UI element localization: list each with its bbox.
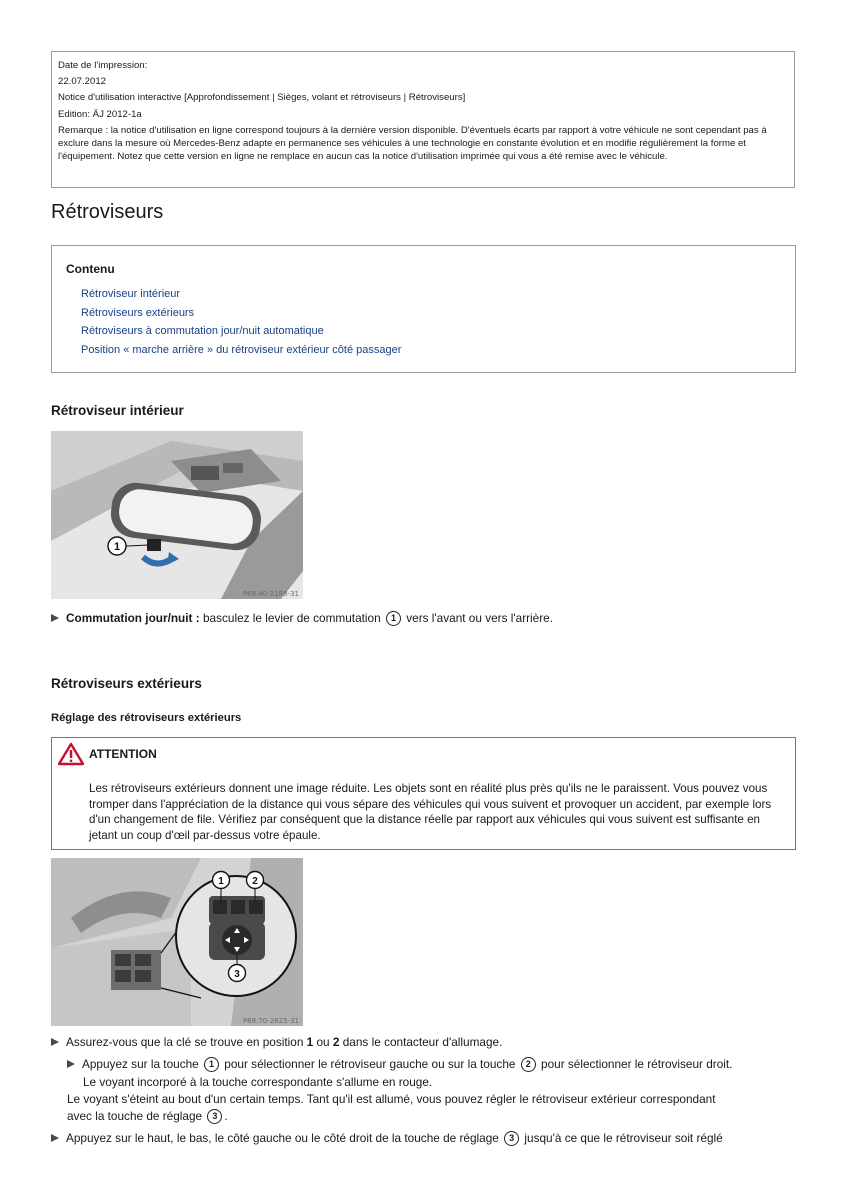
key-position: 1: [306, 1035, 314, 1049]
step-text: .: [224, 1109, 228, 1123]
step-text: Appuyez sur le haut, le bas, le côté gauche ou le côté droit de la touche de réglage: [66, 1131, 503, 1145]
remark: Remarque : la notice d'utilisation en ligne correspond toujours à la dernière version disponible. D'éventuels écarts par rapport à votre véhicule ne sont cependant pas à exclure dans la mesure où Mercedes-Benz adapte en permanence ses véhicules à une technologie en constante évolution et en modifie régulièrement la forme et l'équipement. Notez que cette version en ligne ne remplace en aucun cas la notice d'utilisation imprimée qui vous a été remise avec le véhicule.: [58, 124, 767, 163]
step-text: Appuyez sur la touche: [82, 1057, 203, 1071]
step-ignition: [51, 1034, 502, 1050]
print-date: 22.07.2012: [58, 76, 107, 88]
figure-code: P68.70-2625-31: [242, 1017, 299, 1025]
bullet-arrow-icon: [51, 1038, 59, 1046]
step-day-night: [51, 610, 553, 626]
callout-number: 1: [386, 611, 401, 626]
paragraph-indicator: Le voyant s'éteint au bout d'un certain temps. Tant qu'il est allumé, vous pouvez régler le rétroviseur extérieur correspondant: [67, 1092, 716, 1106]
callout-2: 2: [252, 876, 258, 887]
door-controls-illustration: [51, 858, 303, 1026]
interior-mirror-illustration: [51, 431, 303, 599]
step-text: pour sélectionner le rétroviseur droit.: [537, 1057, 733, 1071]
section-heading-exterior-mirrors: Rétroviseurs extérieurs: [51, 676, 202, 691]
warning-box: [51, 737, 796, 850]
step-adjust: [51, 1130, 723, 1146]
section-heading-interior-mirror: Rétroviseur intérieur: [51, 403, 184, 418]
print-date-label: Date de l'impression:: [58, 60, 148, 71]
step-select-mirror: [67, 1056, 732, 1072]
table-of-contents: [51, 245, 796, 373]
step-label: Commutation jour/nuit :: [66, 611, 200, 625]
callout-number: 1: [204, 1057, 219, 1072]
warning-triangle-icon: [58, 742, 84, 766]
callout-number: 2: [521, 1057, 536, 1072]
toc-link-exterior-mirrors[interactable]: Rétroviseurs extérieurs: [81, 306, 195, 319]
callout-3: 3: [234, 969, 240, 980]
callout-1: 1: [113, 541, 121, 553]
step-text: basculez le levier de commutation: [199, 611, 384, 625]
step-text: dans le contacteur d'allumage.: [339, 1035, 503, 1049]
bullet-arrow-icon: [51, 614, 59, 622]
notice-path: Notice d'utilisation interactive [Approfondissement | Sièges, volant et rétroviseurs | Rétroviseurs]: [58, 92, 466, 104]
callout-number: 3: [207, 1109, 222, 1124]
toc-link-auto-dimming[interactable]: Rétroviseurs à commutation jour/nuit automatique: [81, 325, 324, 338]
interior-mirror-figure: [51, 431, 303, 599]
step-text: avec la touche de réglage: [67, 1109, 206, 1123]
door-controls-figure: [51, 858, 303, 1026]
toc-link-reverse-position[interactable]: Position « marche arrière » du rétroviseur extérieur côté passager: [81, 343, 402, 356]
toc-title: Contenu: [66, 262, 115, 276]
bullet-arrow-icon: [51, 1134, 59, 1142]
warning-text: Les rétroviseurs extérieurs donnent une image réduite. Les objets sont en réalité plus près qu'ils ne le paraissent. Vous pouvez vous tromper dans l'appréciation de la distance qui vous sépare des véhicules qui vous suivent et provoquer un accident, par exemple lors d'un changement de file. Vérifiez par conséquent que la distance réelle par rapport aux véhicules qui vous suivent est suffisante en jetant un coup d'œil par-dessus votre épaule.: [89, 782, 772, 842]
paragraph-indicator-cont: [67, 1108, 228, 1124]
step-text: pour sélectionner le rétroviseur gauche ou sur la touche: [221, 1057, 519, 1071]
subheading-adjust-mirrors: Réglage des rétroviseurs extérieurs: [51, 712, 242, 724]
page-title: Rétroviseurs: [51, 201, 164, 223]
step-text: ou: [313, 1035, 333, 1049]
step-indicator-text: Le voyant incorporé à la touche correspondante s'allume en rouge.: [83, 1075, 433, 1089]
callout-1: 1: [218, 876, 224, 887]
figure-code: P68.40-2188-31: [242, 590, 299, 598]
callout-number: 3: [504, 1131, 519, 1146]
step-text: vers l'avant ou vers l'arrière.: [402, 611, 554, 625]
step-text: Assurez-vous que la clé se trouve en position: [66, 1035, 307, 1049]
print-info-box: [51, 51, 795, 188]
edition: Edition: ÄJ 2012-1a: [58, 108, 142, 120]
warning-title: ATTENTION: [89, 747, 157, 761]
bullet-arrow-icon: [67, 1060, 75, 1068]
toc-link-interior-mirror[interactable]: Rétroviseur intérieur: [81, 288, 181, 300]
key-position: 2: [332, 1035, 340, 1049]
step-text: jusqu'à ce que le rétroviseur soit réglé: [521, 1131, 723, 1145]
